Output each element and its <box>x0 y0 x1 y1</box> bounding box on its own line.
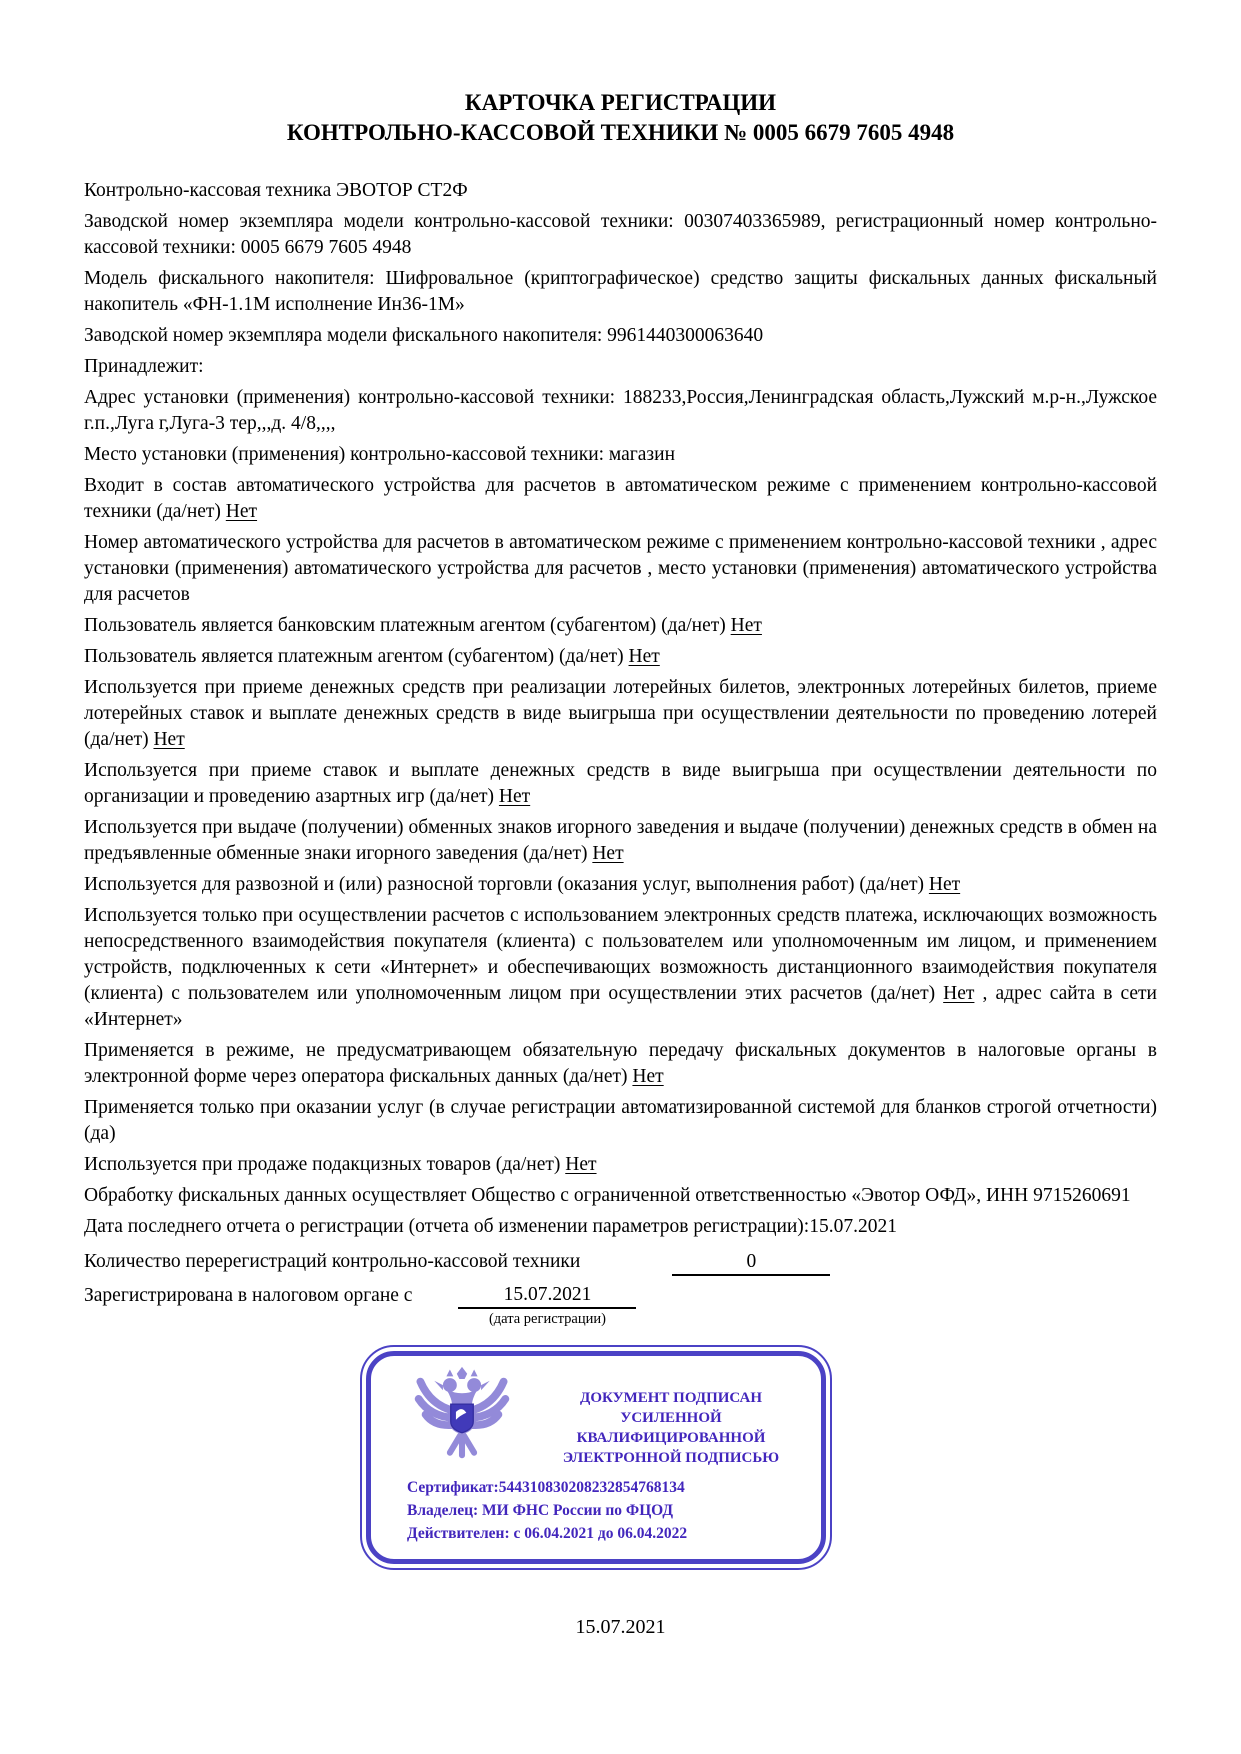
paragraph-text: Применяется в режиме, не предусматривающем обязательную передачу фискальных документов в налоговые органы в электронной форме через оператора фискальных данных (да/нет) <box>84 1040 1157 1087</box>
paragraph-kkt-model <box>84 178 1157 204</box>
reregistration-count-field <box>672 1249 830 1276</box>
russian-coat-of-arms-icon <box>387 1366 537 1470</box>
registration-date-label: Зарегистрирована в налоговом органе с <box>84 1285 413 1306</box>
title-line-1: КАРТОЧКА РЕГИСТРАЦИИ <box>464 90 777 115</box>
paragraph-text: Используется только при осуществлении расчетов с использованием электронных средств платежа, исключающих возможность непосредственного взаимодействия покупателя (клиента) с пользователем или уполномоченным им лицом, и применением устройств, подключенных к сети «Интернет» и обеспечивающих возможность дистанционного взаимодействия покупателя (клиента) с пользователем или уполномоченным лицом при осуществлении этих расчетов (да/нет) <box>84 905 1157 1004</box>
certificate-validity: Действителен: с 06.04.2021 до 06.04.2022 <box>407 1525 688 1542</box>
paragraph-text: Входит в состав автоматического устройства для расчетов в автоматическом режиме с применением контрольно-кассовой техники (да/нет) <box>84 475 1157 522</box>
paragraph-text: Заводской номер экземпляра модели фискального накопителя: 9961440300063640 <box>84 325 764 346</box>
yes-no-answer: Нет <box>943 983 975 1004</box>
paragraph-auto-device <box>84 473 1157 525</box>
reregistration-count-value: 0 <box>746 1251 757 1272</box>
yes-no-answer: Нет <box>628 646 660 667</box>
paragraph-text: Используется для развозной и (или) разносной торговли (оказания услуг, выполнения работ) (да/нет) <box>84 874 929 895</box>
registration-date-stack <box>458 1282 636 1329</box>
certificate-number: Сертификат:544310830208232854768134 <box>407 1479 685 1496</box>
paragraph-last-report-date <box>84 1214 1157 1240</box>
document-body <box>84 178 1157 1240</box>
stamp-top-row <box>387 1366 805 1470</box>
registration-date-row <box>84 1282 1157 1329</box>
stamp-header <box>537 1366 805 1468</box>
paragraph-text: Дата последнего отчета о регистрации (отчета об изменении параметров регистрации):15.07.2021 <box>84 1216 897 1237</box>
paragraph-text: Место установки (применения) контрольно-кассовой техники: магазин <box>84 444 676 465</box>
page-title <box>84 88 1157 148</box>
registration-summary <box>84 1248 1157 1329</box>
paragraph-text: Используется при приеме ставок и выплате денежных средств в виде выигрыша при осуществлении деятельности по организации и проведению азартных игр (да/нет) <box>84 760 1157 807</box>
digital-signature-stamp-frame <box>366 1351 826 1564</box>
yes-no-answer: Нет <box>153 729 185 750</box>
yes-no-answer: Нет <box>592 843 624 864</box>
paragraph-offline-mode <box>84 1038 1157 1090</box>
paragraph-text: Используется при выдаче (получении) обменных знаков игорного заведения и выдаче (получении) денежных средств в обмен на предъявленные обменные знаки игорного заведения (да/нет) <box>84 817 1157 864</box>
paragraph-text: Пользователь является банковским платежным агентом (субагентом) (да/нет) <box>84 615 731 636</box>
paragraph-ofd-operator <box>84 1183 1157 1209</box>
title-line-2: КОНТРОЛЬНО-КАССОВОЙ ТЕХНИКИ № 0005 6679 7605 4948 <box>286 120 955 145</box>
paragraph-fn-model <box>84 266 1157 318</box>
paragraph-text: Контрольно-кассовая техника ЭВОТОР СТ2Ф <box>84 180 468 201</box>
paragraph-internet-payments <box>84 903 1157 1033</box>
paragraph-text-post: , адрес сайта в сети «Интернет» <box>84 983 1157 1030</box>
paragraph-text: Номер автоматического устройства для расчетов в автоматическом режиме с применением контрольно-кассовой техники , адрес установки (применения) автоматического устройства для расчетов , место установки (применения) автоматического устройства для расчетов <box>84 532 1157 605</box>
stamp-header-line-1: ДОКУМЕНТ ПОДПИСАН <box>580 1390 762 1406</box>
paragraph-fn-serial <box>84 323 1157 349</box>
paragraph-bank-agent <box>84 613 1157 639</box>
paragraph-mobile-trade <box>84 872 1157 898</box>
yes-no-answer: Нет <box>565 1154 597 1175</box>
stamp-header-line-3: ЭЛЕКТРОННОЙ ПОДПИСЬЮ <box>562 1450 780 1466</box>
paragraph-text: Модель фискального накопителя: Шифровальное (криптографическое) средство защиты фискальных данных фискальный накопитель «ФН-1.1М исполнение Ин36-1М» <box>84 268 1157 315</box>
yes-no-answer: Нет <box>730 615 762 636</box>
paragraph-text: Используется при продаже подакцизных товаров (да/нет) <box>84 1154 566 1175</box>
registration-date-value: 15.07.2021 <box>503 1284 592 1305</box>
yes-no-answer: Нет <box>498 786 531 807</box>
paragraph-text: Пользователь является платежным агентом (субагентом) (да/нет) <box>84 646 629 667</box>
paragraph-belongs-to <box>84 354 1157 380</box>
paragraph-casino-tokens <box>84 815 1157 867</box>
digital-signature-stamp <box>360 1345 832 1570</box>
paragraph-text: Применяется только при оказании услуг (в случае регистрации автоматизированной системой для бланков строгой отчетности) (да) <box>84 1097 1157 1144</box>
paragraph-text: Обработку фискальных данных осуществляет Общество с ограниченной ответственностью «Эвотор ОФД», ИНН 9715260691 <box>84 1185 1131 1206</box>
yes-no-answer: Нет <box>632 1066 664 1087</box>
reregistration-count-row <box>84 1248 1157 1276</box>
reregistration-count-label: Количество перерегистраций контрольно-кассовой техники <box>84 1251 581 1272</box>
registration-date-field <box>458 1282 636 1309</box>
paragraph-auto-device-number <box>84 530 1157 608</box>
paragraph-text: Адрес установки (применения) контрольно-кассовой техники: 188233,Россия,Ленинградская область,Лужский м.р-н.,Лужское г.п.,Луга г,Луга-3 тер,,,д. 4/8,,,, <box>84 387 1157 434</box>
paragraph-text: Используется при приеме денежных средств при реализации лотерейных билетов, электронных лотерейных билетов, приеме лотерейных ставок и выплате денежных средств в виде выигрыша при осуществлении деятельности по проведению лотерей (да/нет) <box>84 677 1157 750</box>
certificate-owner: Владелец: МИ ФНС России по ФЦОД <box>407 1502 674 1519</box>
stamp-certificate-block <box>407 1476 805 1545</box>
registration-date-caption: (дата регистрации) <box>488 1311 606 1327</box>
paragraph-install-place <box>84 442 1157 468</box>
footer-date: 15.07.2021 <box>575 1616 666 1638</box>
paragraph-install-address <box>84 385 1157 437</box>
paragraph-services-only <box>84 1095 1157 1147</box>
paragraph-serial-numbers <box>84 209 1157 261</box>
paragraph-gambling <box>84 758 1157 810</box>
paragraph-lottery <box>84 675 1157 753</box>
paragraph-text: Принадлежит: <box>84 356 204 377</box>
yes-no-answer: Нет <box>928 874 961 895</box>
paragraph-excise-goods <box>84 1152 1157 1178</box>
stamp-header-line-2: УСИЛЕННОЙ КВАЛИФИЦИРОВАННОЙ <box>576 1410 766 1446</box>
paragraph-text: Заводской номер экземпляра модели контрольно-кассовой техники: 00307403365989, регистрационный номер контрольно-кассовой техники: 0005 6679 7605 4948 <box>84 211 1157 258</box>
paragraph-payment-agent <box>84 644 1157 670</box>
yes-no-answer: Нет <box>225 501 258 522</box>
